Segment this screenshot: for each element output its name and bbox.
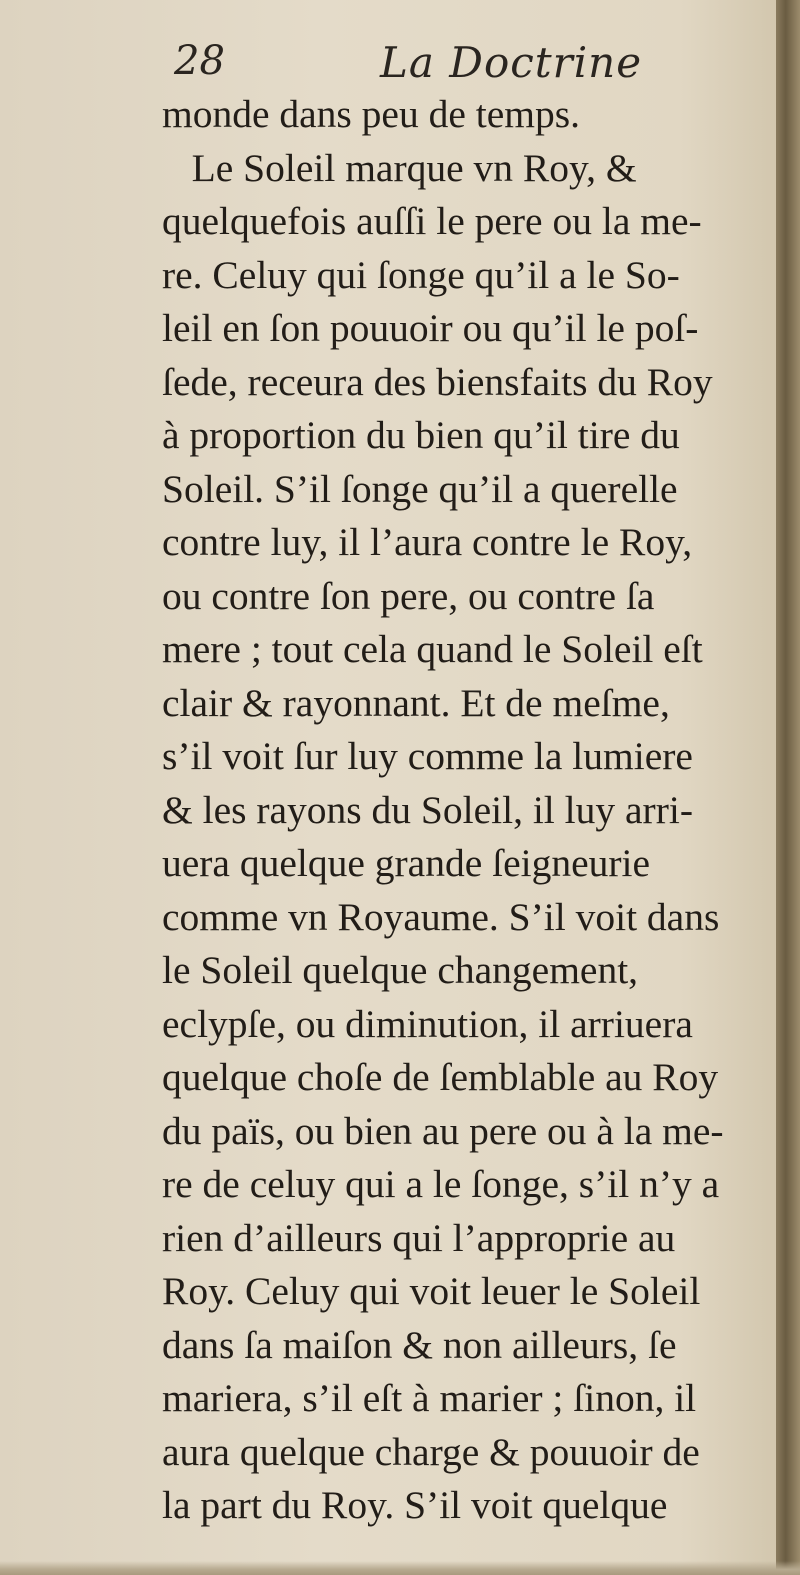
text-line: le Soleil quelque changement, [162,948,639,992]
text-line: leil en ſon pouuoir ou qu’il le poſ- [162,306,699,350]
page-bottom-edge [0,1561,800,1575]
text-line: mariera, s’il eſt à marier ; ſinon, il [162,1376,697,1420]
text-line: eclypſe, ou diminution, il arriuera [162,1001,693,1046]
text-line: re. Celuy qui ſonge qu’il a le So- [162,252,680,297]
text-line: ou contre ſon pere, ou contre ſa [162,573,655,618]
text-line: quelque choſe de ſemblable au Roy [162,1055,719,1099]
text-line: clair & rayonnant. Et de meſme, [162,680,670,725]
text-line: & les rayons du Soleil, il luy arri- [162,787,693,832]
text-line: s’il voit ſur luy comme la lumiere [162,734,693,778]
text-line: la part du Roy. S’il voit quelque [162,1483,668,1527]
text-line: quelquefois auſſi le pere ou la me- [162,199,702,243]
text-line: ſede, receura des biensfaits du Roy [162,359,713,404]
text-line: re de celuy qui a le ſonge, s’il n’y a [162,1162,720,1206]
text-line: dans ſa maiſon & non ailleurs, ſe [162,1322,677,1367]
running-head: La Doctrine [380,38,643,87]
text-line: contre luy, il l’aura contre le Roy, [162,520,693,564]
text-line: monde dans peu de temps. [162,92,580,136]
text-line: du païs, ou bien au pere ou à la me- [162,1108,724,1153]
text-line: Roy. Celuy qui voit leuer le Soleil [162,1269,701,1313]
page-number: 28 [174,38,225,84]
text-line: mere ; tout cela quand le Soleil eſt [162,627,703,671]
text-line: comme vn Royaume. S’il voit dans [162,894,720,939]
text-line: Le Soleil marque vn Roy, & [162,145,637,190]
text-line: aura quelque charge & pouuoir de [162,1429,700,1474]
page-header [168,38,768,94]
text-line: uera quelque grande ſeigneurie [162,841,651,885]
text-line: rien d’ailleurs qui l’approprie au [162,1215,676,1260]
text-body [162,88,794,1533]
text-line: Soleil. S’il ſonge qu’il a querelle [162,466,678,511]
text-line: à proportion du bien qu’il tire du [162,413,680,457]
